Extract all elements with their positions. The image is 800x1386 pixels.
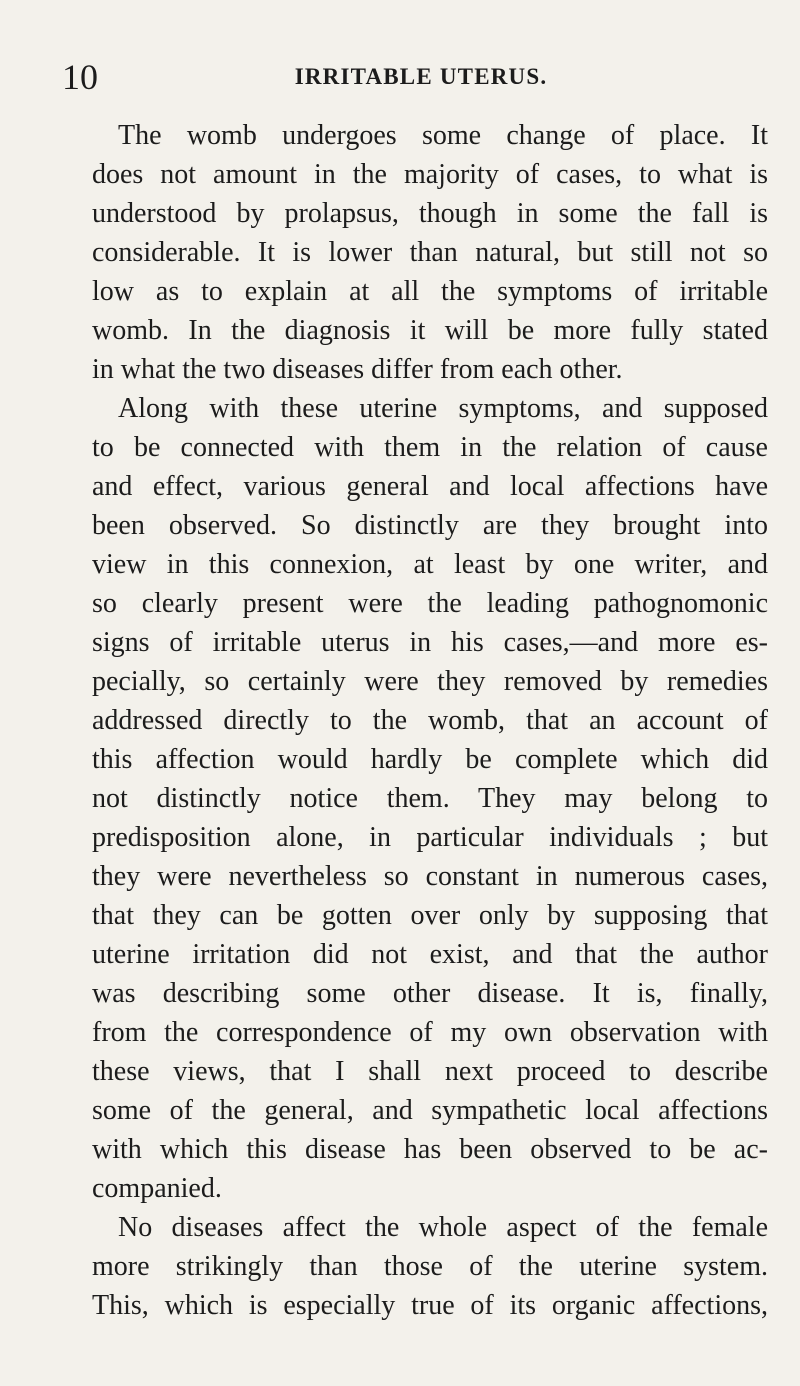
body-text xyxy=(92,116,768,1325)
text-line: some of the general, and sympathetic local affections xyxy=(92,1095,768,1126)
text-line: This, which is especially true of its organic affections, xyxy=(92,1290,768,1321)
text-line: womb. In the diagnosis it will be more fully stated xyxy=(92,315,768,346)
text-line: was describing some other disease. It is, finally, xyxy=(92,978,768,1009)
text-line: more strikingly than those of the uterine system. xyxy=(92,1251,768,1282)
text-line: No diseases affect the whole aspect of the female xyxy=(118,1212,768,1243)
text-line: been observed. So distinctly are they brought into xyxy=(92,510,768,541)
text-line: this affection would hardly be complete which did xyxy=(92,744,768,775)
text-line: companied. xyxy=(92,1173,222,1204)
page-number: 10 xyxy=(62,57,98,97)
text-line: uterine irritation did not exist, and that the author xyxy=(92,939,768,970)
text-line: with which this disease has been observed to be ac- xyxy=(92,1134,768,1165)
running-head xyxy=(62,56,740,98)
text-line: The womb undergoes some change of place. It xyxy=(118,120,768,151)
text-line: to be connected with them in the relation of cause xyxy=(92,432,768,463)
text-line: they were nevertheless so constant in numerous cases, xyxy=(92,861,768,892)
text-line: and effect, various general and local affections have xyxy=(92,471,768,502)
text-line: pecially, so certainly were they removed by remedies xyxy=(92,666,768,697)
text-line: from the correspondence of my own observation with xyxy=(92,1017,768,1048)
text-line: predisposition alone, in particular individuals ; but xyxy=(92,822,768,853)
text-line: does not amount in the majority of cases, to what is xyxy=(92,159,768,190)
text-line: not distinctly notice them. They may belong to xyxy=(92,783,768,814)
text-line: understood by prolapsus, though in some the fall is xyxy=(92,198,768,229)
text-line: so clearly present were the leading pathognomonic xyxy=(92,588,768,619)
text-line: addressed directly to the womb, that an account of xyxy=(92,705,768,736)
running-title: IRRITABLE UTERUS. xyxy=(294,64,548,89)
text-line: in what the two diseases differ from each other. xyxy=(92,354,623,385)
text-line: view in this connexion, at least by one writer, and xyxy=(92,549,768,580)
text-line: that they can be gotten over only by supposing that xyxy=(92,900,768,931)
text-line: signs of irritable uterus in his cases,—and more es- xyxy=(92,627,768,658)
text-line: considerable. It is lower than natural, but still not so xyxy=(92,237,768,268)
text-line: these views, that I shall next proceed to describe xyxy=(92,1056,768,1087)
text-line: low as to explain at all the symptoms of irritable xyxy=(92,276,768,307)
text-line: Along with these uterine symptoms, and supposed xyxy=(118,393,768,424)
